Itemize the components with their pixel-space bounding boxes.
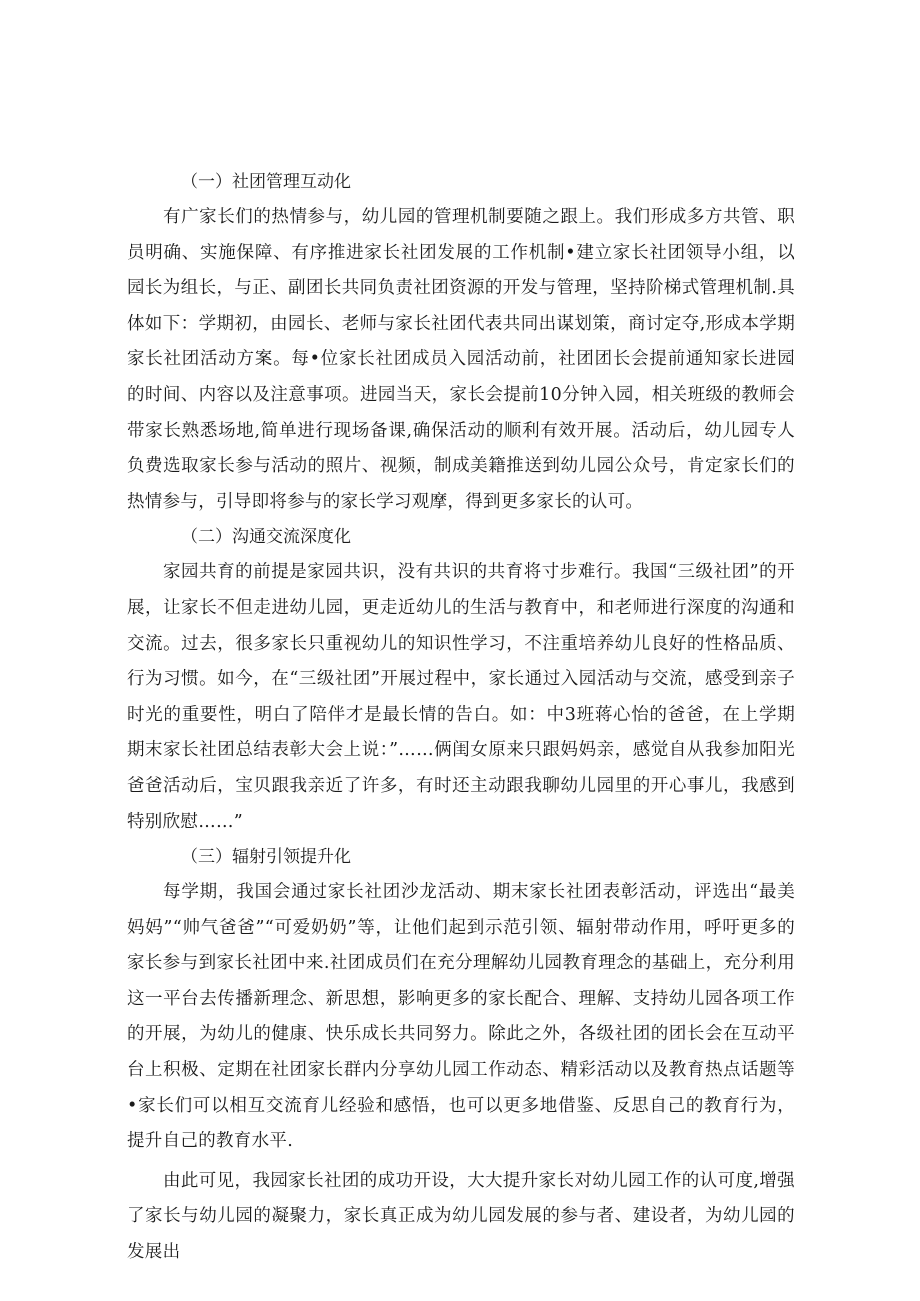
section-paragraph-2: 家园共育的前提是家园共识，没有共识的共育将寸步难行。我国“三级社团”的开展，让家长不但走进幼儿园，更走近幼儿的生活与教育中，和老师进行深度的沟通和交流。过去，很多家长只重视幼儿的知识性学习，不注重培养幼儿良好的性格品质、行为习惯。如今，在“三级社团”开展过程中，家长通过入园活动与交流，感受到亲子时光的重要性，明白了陪伴才是最长情的告白。如：中3班蒋心怡的爸爸，在上学期期末家长社团总结表彰大会上说：”……俩闺女原来只跟妈妈亲，感觉自从我参加阳光爸爸活动后，宝贝跟我亲近了许多，有时还主动跟我聊幼儿园里的开心事儿，我感到特别欣慰……” bbox=[127, 562, 795, 832]
section-heading-3: （三）辐射引领提升化 bbox=[181, 847, 351, 868]
section-paragraph-1: 有广家长们的热情参与，幼儿园的管理机制要随之跟上。我们形成多方共管、职员明确、实施保障、有序推进家长社团发展的工作机制•建立家长社团领导小组，以园长为组长，与正、副团长共同负责社团资源的开发与管理，坚持阶梯式管理机制.具体如下：学期初，由园长、老师与家长社团代表共同出谋划策，商讨定夺,形成本学期家长社团活动方案。每•位家长社团成员入园活动前，社团团长会提前通知家长进园的时间、内容以及注意事项。进园当天，家长会提前10分钟入园，相关班级的教师会带家长熟悉场地,简单进行现场备课,确保活动的顺利有效开展。活动后，幼儿园专人负费选取家长参与活动的照片、视频，制成美籍推送到幼儿园公众号，肯定家长们的热情参与，引导即将参与的家长学习观摩，得到更多家长的认可。 bbox=[127, 207, 795, 512]
section-heading-1: （一）社团管理互动化 bbox=[181, 172, 351, 192]
section-paragraph-3: 每学期，我国会通过家长社团沙龙活动、期末家长社团表彰活动，评选出“最美妈妈”“帅气爸爸”“可爱奶奶”等，让他们起到示范引领、辐射带动作用，呼吁更多的家长参与到家长社团中来.社团成员们在充分理解幼儿园教育理念的基础上，充分利用这一平台去传播新理念、新思想，影响更多的家长配合、理解、支持幼儿园各项工作的开展，为幼儿的健康、快乐成长共同努力。除此之外，各级社团的团长会在互动平台上积极、定期在社团家长群内分享幼儿园工作动态、精彩活动以及教育热点话题等•家长们可以相互交流育儿经验和感悟，也可以更多地借鉴、反思自己的教育行为，提升自己的教育水平. bbox=[127, 882, 795, 1152]
closing-paragraph: 由此可见，我园家长社团的成功开设，大大提升家长对幼儿园工作的认可度,增强了家长与幼儿园的凝聚力，家长真正成为幼儿园发展的参与者、建设者，为幼儿园的发展出 bbox=[127, 1170, 795, 1263]
section-heading-2: （二）沟通交流深度化 bbox=[181, 527, 351, 548]
document-page bbox=[127, 160, 795, 1271]
